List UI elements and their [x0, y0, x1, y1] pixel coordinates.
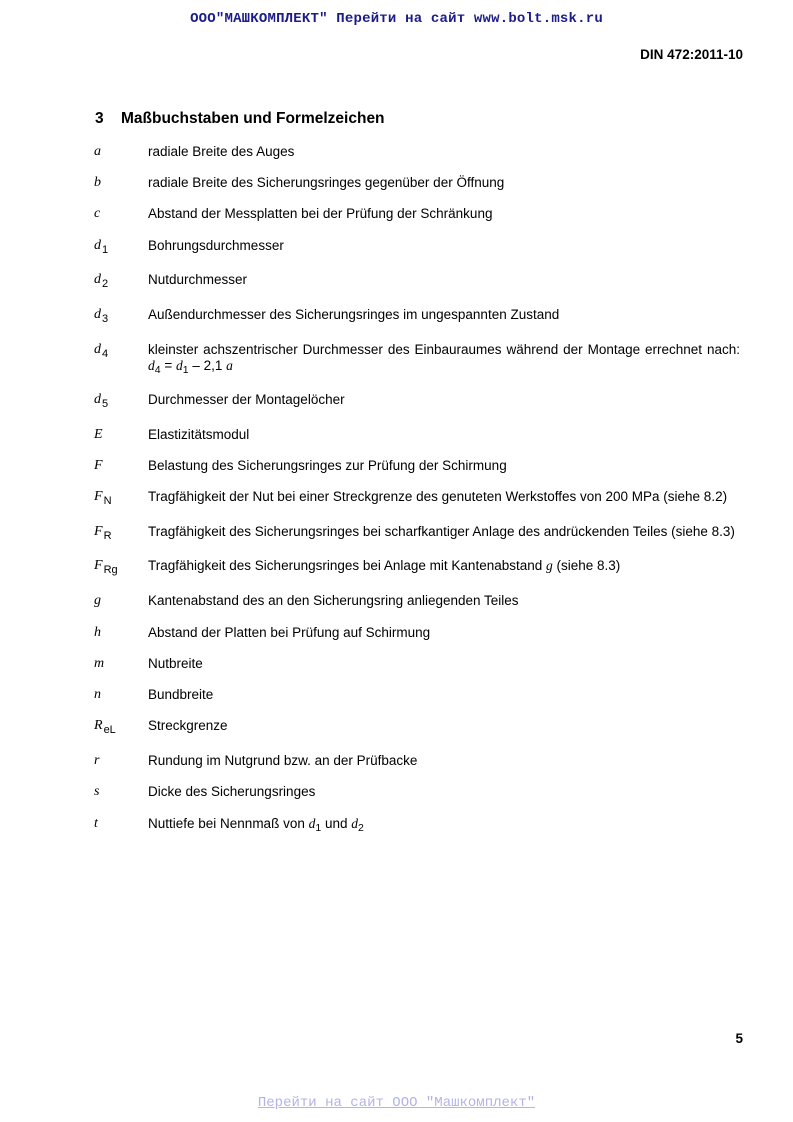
symbol: b	[94, 175, 101, 190]
symbol: t	[94, 816, 98, 831]
symbol-description: kleinster achszentrischer Durchmesser des Einbauraumes während der Montage errechnet nach:	[148, 342, 740, 357]
symbol-description: Rundung im Nutgrund bzw. an der Prüfbacke	[148, 753, 418, 768]
symbol-description: Abstand der Platten bei Prüfung auf Schirmung	[148, 625, 431, 640]
symbol-description: Durchmesser der Montagelöcher	[148, 392, 345, 407]
symbol: $d_1$	[94, 238, 109, 256]
symbol: $R_{eL}$	[94, 718, 116, 736]
bottom-site-link[interactable]: Перейти на сайт ООО "Машкомплект"	[257, 1095, 536, 1111]
page-number: 5	[735, 1031, 743, 1046]
symbol: F	[94, 458, 103, 473]
symbol-description: Nuttiefe bei Nennmaß von $d_1$ und $d_2$	[148, 816, 364, 834]
symbol: a	[94, 144, 101, 159]
symbol-description: Außendurchmesser des Sicherungsringes im ungespannten Zustand	[148, 307, 560, 322]
symbol-description: radiale Breite des Auges	[148, 144, 295, 159]
symbol: n	[94, 687, 101, 702]
symbol-description: Streckgrenze	[148, 718, 228, 733]
top-banner-link[interactable]: ООО"МАШКОМПЛЕКТ" Перейти на сайт www.bolt.msk.ru	[190, 11, 603, 27]
section-title: Maßbuchstaben und Formelzeichen	[121, 110, 385, 127]
symbol: $d_3$	[94, 307, 109, 325]
symbol: $d_4$	[94, 342, 109, 360]
symbol: $d_5$	[94, 392, 109, 410]
symbol-description: Kantenabstand des an den Sicherungsring anliegenden Teiles	[148, 593, 519, 608]
symbol-description: Bundbreite	[148, 687, 214, 702]
section-heading	[95, 110, 385, 128]
symbol: g	[94, 593, 101, 608]
symbol-description: Tragfähigkeit des Sicherungsringes bei scharfkantiger Anlage des andrückenden Teiles (siehe 8.3)	[148, 524, 735, 539]
symbol: s	[94, 784, 100, 799]
symbol-description: Bohrungsdurchmesser	[148, 238, 284, 253]
symbol-description: Nutdurchmesser	[148, 272, 248, 287]
symbol: h	[94, 625, 101, 640]
formula: $d_4 = d_1 - 2,1$ a	[148, 358, 233, 376]
symbol-description: radiale Breite des Sicherungsringes gegenüber der Öffnung	[148, 175, 505, 190]
symbol: E	[94, 427, 103, 442]
symbol-description: Elastizitätsmodul	[148, 427, 250, 442]
symbol: r	[94, 753, 100, 768]
symbol: $d_2$	[94, 272, 109, 290]
symbol-description: Tragfähigkeit des Sicherungsringes bei Anlage mit Kantenabstand g (siehe 8.3)	[148, 558, 621, 573]
symbol-description: Tragfähigkeit der Nut bei einer Streckgrenze des genuteten Werkstoffes von 200 MPa (siehe 8.2)	[148, 489, 728, 504]
symbol-description: Nutbreite	[148, 656, 203, 671]
symbol: m	[94, 656, 105, 671]
document-id: DIN 472:2011-10	[640, 47, 743, 62]
symbol-description: Belastung des Sicherungsringes zur Prüfung der Schirmung	[148, 458, 507, 473]
symbol-description: Abstand der Messplatten bei der Prüfung der Schränkung	[148, 206, 493, 221]
symbol: c	[94, 206, 101, 221]
section-number: 3	[95, 110, 104, 127]
symbol: $F_R$	[94, 524, 112, 542]
symbol-description: Dicke des Sicherungsringes	[148, 784, 316, 799]
symbol: $F_N$	[94, 489, 112, 507]
symbol: $F_{Rg}$	[94, 558, 118, 576]
